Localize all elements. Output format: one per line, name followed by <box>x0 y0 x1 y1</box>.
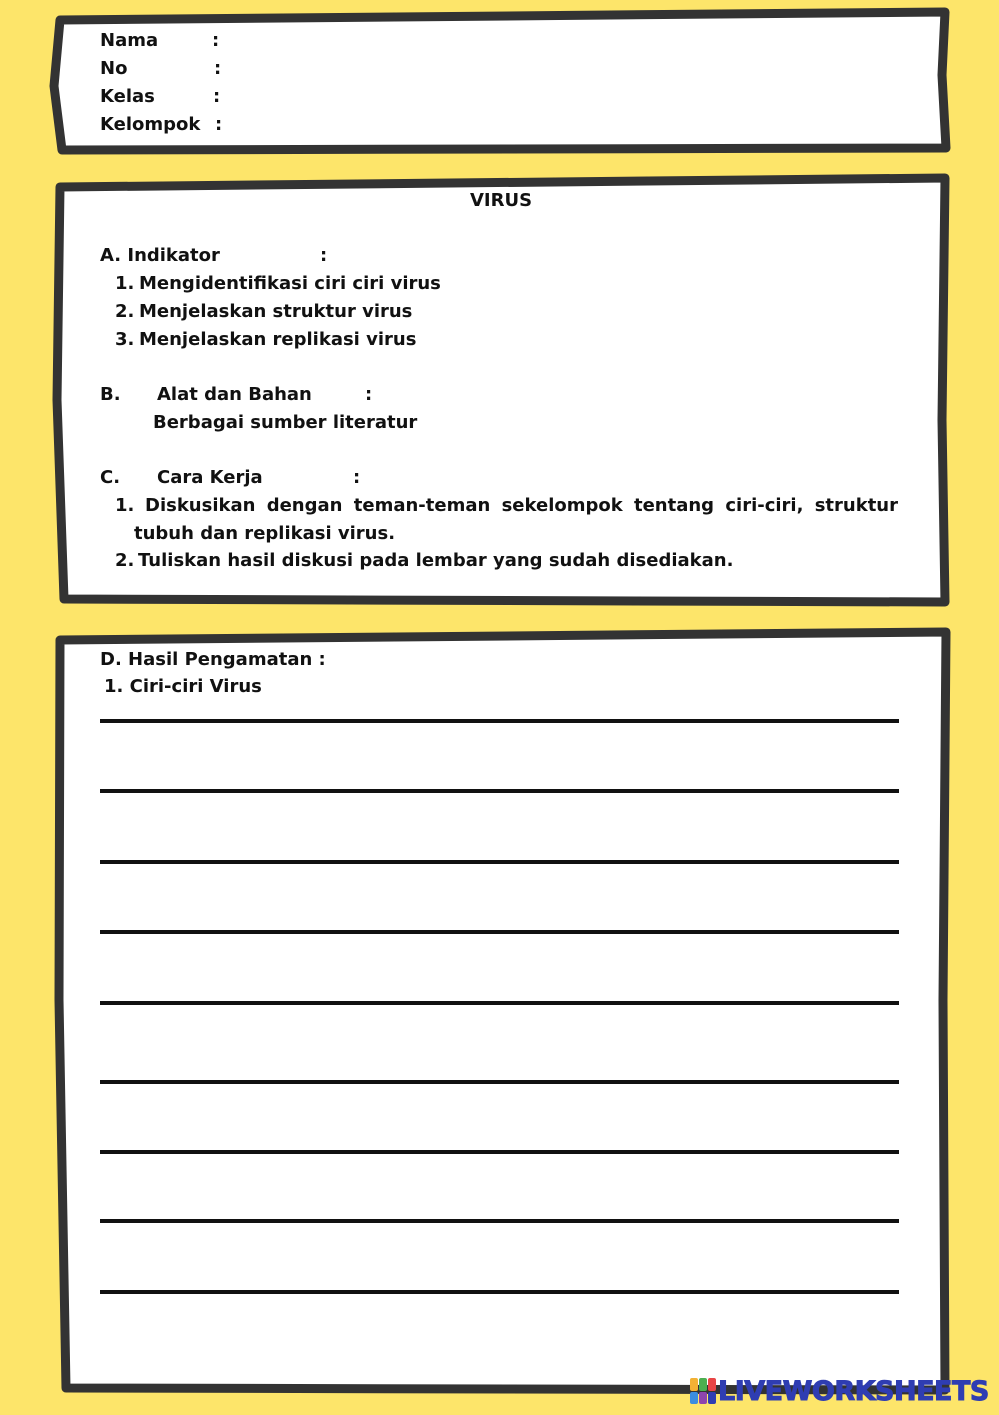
step-num: 1. <box>115 495 135 516</box>
results-heading: D. Hasil Pengamatan : <box>100 649 326 670</box>
section-b-colon: : <box>365 384 373 405</box>
kelompok-colon: : <box>215 114 223 135</box>
kelas-colon: : <box>213 86 221 107</box>
section-b-content: Berbagai sumber literatur <box>153 412 418 433</box>
answer-line[interactable] <box>100 860 899 864</box>
page-title: VIRUS <box>470 190 533 211</box>
no-label: No <box>100 58 128 79</box>
answer-line[interactable] <box>100 1290 899 1294</box>
section-c-heading: Cara Kerja <box>157 467 263 488</box>
results-frame <box>59 632 946 1390</box>
answer-line[interactable] <box>100 719 899 723</box>
no-colon: : <box>214 58 222 79</box>
kelompok-label: Kelompok <box>100 114 201 135</box>
liveworksheets-mark-icon <box>690 1378 716 1404</box>
step-text-continued: tubuh dan replikasi virus. <box>134 523 396 544</box>
indicator-num: 1. <box>115 273 135 294</box>
section-a-colon: : <box>320 245 328 266</box>
indicator-num: 3. <box>115 329 135 350</box>
indicator-item: Menjelaskan struktur virus <box>139 301 413 322</box>
nama-colon: : <box>212 30 220 51</box>
indicator-num: 2. <box>115 301 135 322</box>
section-b-heading: Alat dan Bahan <box>157 384 312 405</box>
results-subheading: 1. Ciri-ciri Virus <box>104 676 262 697</box>
answer-line[interactable] <box>100 1001 899 1005</box>
step-num: 2. <box>115 550 135 571</box>
section-c-colon: : <box>353 467 361 488</box>
kelas-label: Kelas <box>100 86 155 107</box>
step-text: Tuliskan hasil diskusi pada lembar yang sudah disediakan. <box>138 550 734 571</box>
answer-line[interactable] <box>100 1080 899 1084</box>
liveworksheets-wordmark: LIVEWORKSHEETS <box>718 1375 989 1407</box>
indicator-item: Mengidentifikasi ciri ciri virus <box>139 273 441 294</box>
section-c-letter: C. <box>100 467 121 488</box>
answer-line[interactable] <box>100 789 899 793</box>
liveworksheets-logo <box>690 1376 989 1406</box>
step-text: Diskusikan dengan teman-teman sekelompok tentang ciri-ciri, struktur <box>145 495 898 516</box>
answer-line[interactable] <box>100 1150 899 1154</box>
answer-line[interactable] <box>100 1219 899 1223</box>
section-a-heading: A. Indikator <box>100 245 220 266</box>
section-b-letter: B. <box>100 384 121 405</box>
indicator-item: Menjelaskan replikasi virus <box>139 329 417 350</box>
nama-label: Nama <box>100 30 159 51</box>
answer-line[interactable] <box>100 930 899 934</box>
